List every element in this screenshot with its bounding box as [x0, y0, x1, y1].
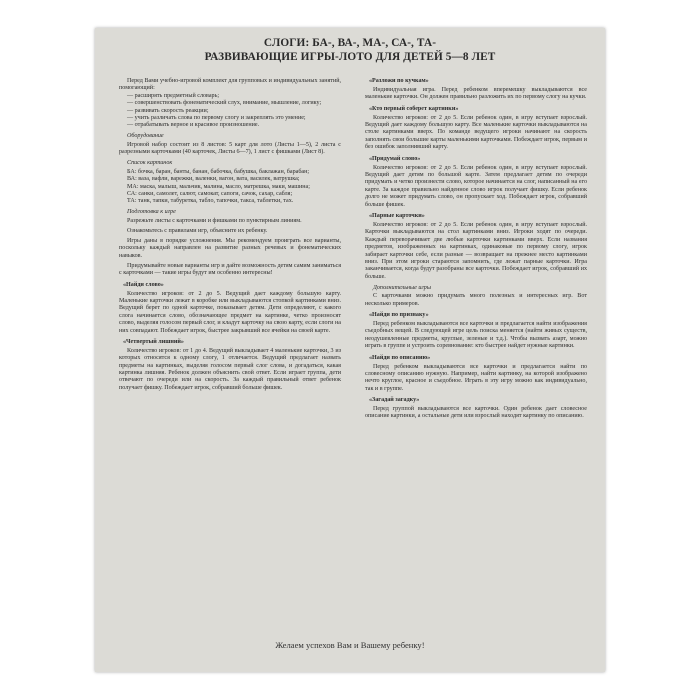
instruction-sheet	[95, 28, 605, 672]
pictures-item: ВА: ваза, вафли, варежки, валенки, вагон, вата, василек, ватрушка;	[127, 176, 300, 183]
extra-games-heading: Дополнительные игры	[373, 284, 431, 291]
game-rules-invent-word: Количество игроков: от 2 до 5. Если ребенок один, в игру вступает взрослый. Ведущий дает детям по большой карте. Затем предлагает детям по очереди придумать и четко произнести слово, которое начинается на слог, написанный на его карте. За каждое правильно найденное слово игрок получает фишку. Если ребенок долго не может придумать слово, он пропускает ход. Побеждает игрок, собравший больше фишек.	[365, 164, 587, 208]
prep-paragraph: Игры даны в порядке усложнения. Мы рекомендуем проиграть все варианты, поскольку каждый направлен на развитие разных речевых и фонематических навыков.	[119, 237, 341, 259]
game-rules-who-first: Количество игроков: от 2 до 5. Если ребенок один, в игру вступает взрослый. Ведущий дает каждому большую карту. Все маленькие карточки выкладываются на столе картинками вверх. По команде ведущего игроки начинают на скорость заполнять свои большие карты маленькими карточками. Побеждает игрок, первым и без ошибок заполнивший карту.	[365, 114, 587, 151]
pictures-item: МА: маска, малыш, мальчик, малина, масло, матрешка, маки, машина;	[127, 183, 310, 190]
prep-paragraph: Ознакомьтесь с правилами игр, объясните их ребенку.	[127, 227, 268, 234]
game-heading-by-feature: «Найди по признаку»	[369, 312, 429, 319]
game-heading-by-description: «Найди по описанию»	[369, 354, 431, 361]
game-rules-riddle: Перед группой выкладываются все карточки. Один ребенок дает словесное описание картинки, а остальные дети или взрослый находят картинку по описанию.	[365, 406, 587, 420]
goal-item: — учить различать слова по первому слогу и закреплять это умение;	[127, 115, 306, 122]
goal-item: — отрабатывать верное и красивое произношение.	[127, 122, 260, 129]
game-heading-find-word: «Найди слово»	[123, 281, 164, 288]
game-heading-sort-piles: «Разложи по кучкам»	[369, 78, 429, 84]
left-column	[119, 78, 341, 392]
prep-paragraph: Разрежьте листы с карточками и фишками по пунктирным линиям.	[127, 217, 302, 224]
game-heading-riddle: «Загадай загадку»	[369, 397, 420, 404]
goal-item: — совершенствовать фонематический слух, внимание, мышление, логику;	[127, 100, 322, 107]
game-rules-odd-one-out: Количество игроков: от 1 до 4. Ведущий выкладывает 4 маленькие карточки, 3 из которых относятся к одному слогу, 1 отличается. Ведущий предлагает назвать предметы на картинках, выделяя голосом первый слог слова, и догадаться, какая картинка лишняя. Ребенок должен объяснить свой ответ. Если играет группа, дети отвечают по очереди или на скорость. За каждый правильный ответ ребенок получает фишку. Побеждает игрок, собравший больше фишек.	[119, 347, 341, 391]
pictures-item: ТА: танк, тапки, табуретка, табло, тапочки, такса, таблетки, тах.	[127, 198, 294, 205]
game-rules-pairs: Количество игроков: от 2 до 5. Если ребенок один, в игру вступает взрослый. Карточки выкладываются на стол картинками вниз. Игроки ходят по очереди. Каждый переворачивает две любые карточки картинками вверх. Если названия предметов, изображенных на картинках, одинаковые по первому слогу, игрок забирает карточки себе, если разные — возвращает на прежнее место картинками вниз. При этом игроки стараются запомнить, где лежат парные карточки. Игра заканчивается, когда будут разобраны все карточки. Побеждает игрок, собравший их больше.	[365, 221, 587, 280]
game-rules-by-feature: Перед ребенком выкладываются все карточки и предлагается найти изображения съедобных вещей. В следующей игре цель поиска меняется (найти живых существ, неодушевленные предметы, круглые, зеленые и т.д.). Чтобы вызвать азарт, можно играть в группе и устроить соревнование: кто быстрее найдет нужные картинки.	[365, 320, 587, 350]
pictures-item: СА: санки, самолет, салют, самокат, сапоги, сачок, сахар, сабля;	[127, 191, 293, 198]
prep-paragraph: Придумывайте новые варианты игр и дайте возможность детям самим заниматься с карточками — такие игры будут им особенно интересны!	[119, 262, 341, 277]
intro-paragraph: Перед Вами учебно-игровой комплект для групповых и индивидуальных занятий, помогающий:	[119, 78, 341, 92]
pictures-item: БА: бочка, баран, банты, банан, бабочка, бабушка, баклажан, барабан;	[127, 168, 310, 175]
game-heading-invent-word: «Придумай слово»	[369, 155, 421, 162]
goal-item: — развивать скорость реакции;	[127, 107, 209, 114]
pictures-heading: Список картинок	[127, 160, 173, 167]
title-line-2: РАЗВИВАЮЩИЕ ИГРЫ-ЛОТО ДЛЯ ДЕТЕЙ 5—8 ЛЕТ	[204, 51, 496, 63]
game-heading-odd-one-out: «Четвертый лишний»	[123, 338, 184, 345]
game-rules-sort-piles: Индивидуальная игра. Перед ребенком вперемешку выкладываются все маленькие карточки. Он должен правильно разложить их по первому слогу на кучки.	[365, 86, 587, 101]
goal-item: — расширять предметный словарь;	[127, 92, 220, 99]
game-heading-pairs: «Парные карточки»	[369, 213, 425, 219]
title-line-1: СЛОГИ: БА-, ВА-, МА-, СА-, ТА-	[263, 37, 437, 49]
equipment-heading: Оборудование	[127, 133, 164, 140]
right-column	[365, 78, 587, 421]
equipment-paragraph: Игровой набор состоит из 8 листов: 5 карт для лото (Листы 1—5), 2 листа с разрезными карточками (40 карточек, Листы 6—7), 1 лист с фишками (Лист 8).	[119, 141, 341, 156]
game-rules-find-word: Количество игроков: от 2 до 5. Ведущий дает каждому большую карту. Маленькие карточки лежат в коробке или выкладываются стопкой картинками вниз. Ведущий берет по одной карточке, показывает детям. Дети определяют, с какого слога начинается слово, обозначающее предмет на картинке, четко произносят слово, выделяя голосом первый слог, и кладут карточку на свою карту, если слоги на них совпадают. Побеждает игрок, быстрее закрывший все ячейки на своей карте.	[119, 290, 341, 334]
game-rules-by-description: Перед ребенком выкладываются все карточки и предлагается найти по словесному описанию нужную. Например, найти картинку, на которой изображено нечто круглое, красное и съедобное. Играть в эту игру можно как индивидуально, так и в группе.	[365, 363, 587, 392]
extra-games-paragraph: С карточками можно придумать много полезных и интересных игр. Вот несколько примеров.	[365, 293, 587, 307]
page-title	[95, 36, 605, 64]
prep-heading: Подготовка к игре	[127, 209, 176, 216]
game-heading-who-first: «Кто первый соберет картинки»	[369, 105, 459, 112]
footer-wish: Желаем успехов Вам и Вашему ребенку!	[275, 640, 425, 650]
